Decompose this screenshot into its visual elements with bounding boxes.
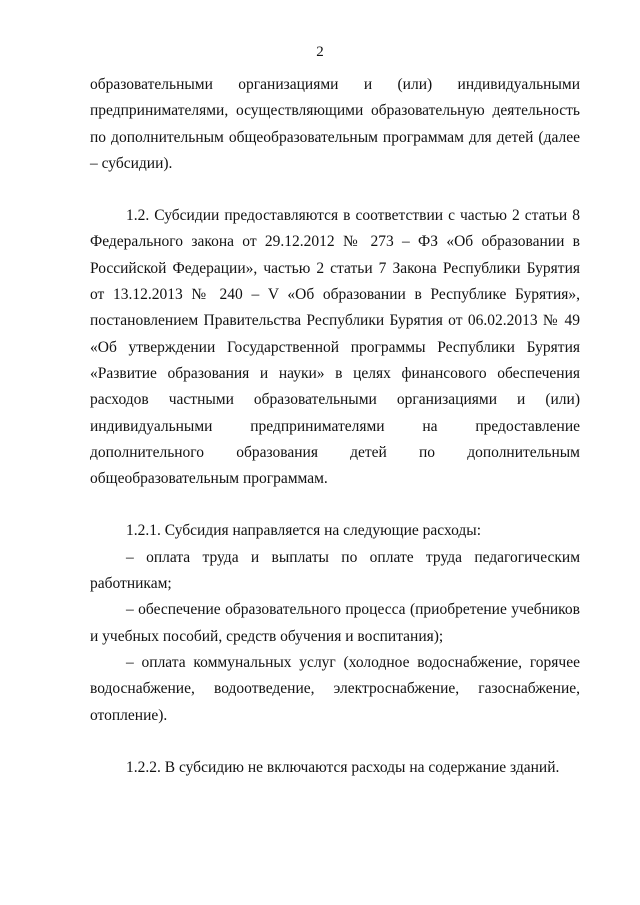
paragraph-continuation: образовательными организациями и (или) индивидуальными предпринимателями, осуществляющими образовательную деятельность по дополнительным общеобразовательным программам для детей (далее – субсидии).	[90, 76, 580, 172]
list-item-educational-process: – обеспечение образовательного процесса (приобретение учебников и учебных пособий, средств обучения и воспитания);	[90, 601, 580, 645]
list-item-labor-payment: – оплата труда и выплаты по оплате труда педагогическим работникам;	[90, 548, 580, 593]
paragraph-1-2-1: 1.2.1. Субсидия направляется на следующие расходы:	[126, 522, 482, 540]
page-number: 2	[316, 44, 324, 60]
document-body	[90, 72, 580, 781]
list-item-utilities: – оплата коммунальных услуг (холодное водоснабжение, горячее водоснабжение, водоотведение, электроснабжение, газоснабжение, отопление).	[90, 653, 580, 724]
paragraph-1-2: 1.2. Субсидии предоставляются в соответствии с частью 2 статьи 8 Федерального закона от 29.12.2012 № 273 – ФЗ «Об образовании в Российской Федерации», частью 2 статьи 7 Закона Республики Бурятия от 13.12.2013 № 240 – V «Об образовании в Республике Бурятия», постановлением Правительства Республики Бурятия от 06.02.2013 № 49 «Об утверждении Государственной программы Республики Бурятия «Развитие образования и науки» в целях финансового обеспечения расходов частными образовательными организациями и (или) индивидуальными предпринимателями на предоставление дополнительного образования детей по дополнительным общеобразовательным программам.	[90, 207, 580, 488]
paragraph-1-2-2: 1.2.2. В субсидию не включаются расходы на содержание зданий.	[126, 758, 560, 776]
